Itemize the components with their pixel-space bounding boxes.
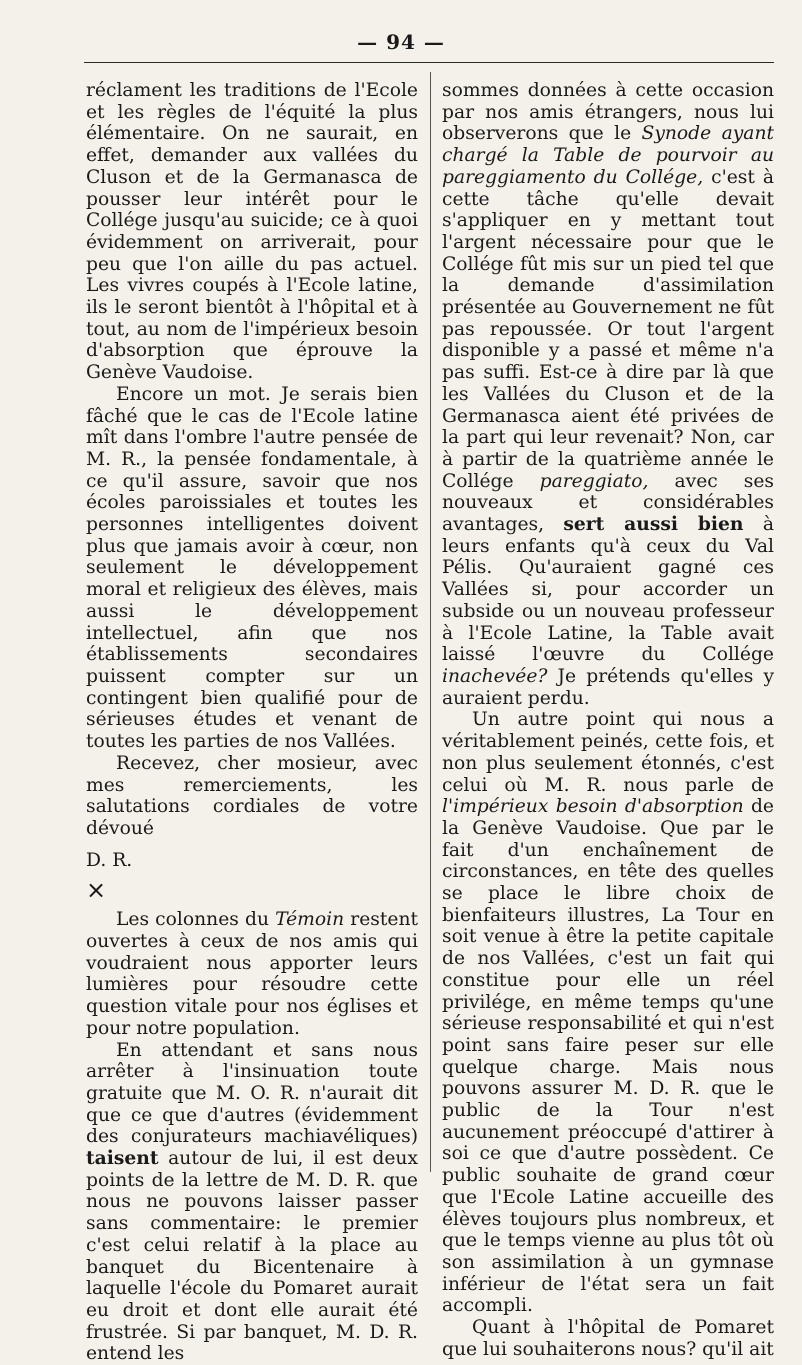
paragraph <box>442 80 774 709</box>
paragraph: Quant à l'hôpital de Pomaret que lui souhaiterons nous? qu'il ait <box>442 1317 774 1360</box>
right-column <box>442 80 774 1360</box>
text-run: avec ses nouveaux et considérables avantages, <box>442 470 774 536</box>
paragraph <box>86 909 418 1039</box>
page-number: — 94 — <box>357 30 445 54</box>
newspaper-name: Témoin <box>275 909 345 931</box>
text-run: restent ouvertes à ceux de nos amis qui voudraient nous apporter leurs lumières pour résoudre cette question vitale pour nos églises et pour notre population. <box>86 909 418 1039</box>
emphasis: sert aussi bien <box>563 513 744 536</box>
emphasis: Synode ayant chargé la Table de pourvoir au pareggiamento du Collége, <box>442 123 774 188</box>
paragraph: Encore un mot. Je serais bien fâché que le cas de l'Ecole latine mît dans l'ombre l'autre pensée de M. R., la pensée fondamentale, à ce qu'il assure, savoir que nos écoles paroissiales et toutes les personnes intelligentes doivent plus que jamais avoir à cœur, non seulement le développement moral et religieux des élèves, mais aussi le développement intellectuel, afin que nos établissements secondaires puissent compter sur un contingent bien qualifié pour de sérieuses études et venant de toutes les parties de nos Vallées. <box>86 383 418 753</box>
text-run: Je prétends qu'elles y auraient perdu. <box>442 665 774 709</box>
emphasis: inachevée? <box>442 665 548 687</box>
header-rule <box>84 62 774 63</box>
text-run: En attendant et sans nous arrêter à l'insinuation toute gratuite que M. O. R. n'aurait dit que ce que d'autres (évidemment des conjurateurs machiavéliques) <box>86 1039 418 1148</box>
emphasis: taisent <box>86 1147 159 1170</box>
text-run: sommes données à cette occasion par nos amis étrangers, nous lui observerons que le <box>442 80 774 145</box>
text-run: de la Genève Vaudoise. Que par le fait d'un enchaînement de circonstances, en tête des quelles se place le libre choix de bienfaiteurs illustres, La Tour en soit venue à être la petite capitale de nos Vallées, c'est un fait qui constitue pour elle un réel privilége, en même temps qu'une sérieuse responsabilité et qui n'est point sans faire peser sur elle quelque charge. Mais nous pouvons assurer M. D. R. que le public de la Tour n'est aucunement préoccupé d'attirer à soi ce que d'autre possèdent. Ce public souhaite de grand cœur que l'Ecole Latine accueille des élèves toujours plus nombreux, et que le temps vienne au plus tôt où son assimilation à un gymnase inférieur de l'état sera un fait accompli. <box>442 796 774 1317</box>
signature: D. R. <box>86 849 133 871</box>
emphasis: l'impérieux besoin d'absorption <box>442 796 744 818</box>
text-run: Les colonnes du <box>116 909 276 931</box>
left-column <box>86 80 418 1365</box>
paragraph: Recevez, cher mosieur, avec mes remerciements, les salutations cordiales de votre dévoué <box>86 752 418 839</box>
text-run: autour de lui, il est deux points de la lettre de M. D. R. que nous ne pouvons laisser passer sans commentaire: le premier c'est celui relatif à la place au banquet du Bicentenaire à laquelle l'école du Pomaret aurait eu droit et dont elle aurait été frustrée. Si par banquet, M. D. R. entend les <box>86 1148 418 1365</box>
text-run: à leurs enfants qu'à ceux du Val Pélis. Qu'auraient gagné ces Vallées si, pour accorder un subside ou un nouveau professeur à l'Ecole Latine, la Table avait laissé l'œuvre du Collége <box>442 514 774 666</box>
paragraph: réclament les traditions de l'Ecole et les règles de l'équité la plus élémentaire. On ne saurait, en effet, demander aux vallées du Cluson et de la Germanasca de pousser leur intérêt pour le Collége jusqu'au suicide; ce à quoi évidemment on arriverait, pour peu que l'on aille du pas actuel. Les vivres coupés à l'Ecole latine, ils le seront bientôt à l'hôpital et à tout, au nom de l'impérieux besoin d'absorption que éprouve la Genève Vaudoise. <box>86 80 418 384</box>
text-run: Un autre point qui nous a véritablement peinés, cette fois, et non plus seulement étonnés, c'est celui où M. R. nous parle de <box>442 709 774 796</box>
emphasis: pareggiato, <box>539 470 649 492</box>
paragraph <box>86 1040 418 1365</box>
text-run: c'est à cette tâche qu'elle devait s'appliquer en y mettant tout l'argent nécessaire pour que le Collége fût mis sur un pied tel que la demande d'assimilation présentée au Gouvernement ne fût pas repoussée. Or tout l'argent disponible y a passé et même n'a pas suffi. Est-ce à dire par là que les Vallées du Cluson et de la Germanasca aient été privées de la part qui leur revenait? Non, car à partir de la quatrième année le Collége <box>442 166 774 492</box>
separator-cross: × <box>86 876 107 905</box>
column-divider <box>430 72 431 1172</box>
